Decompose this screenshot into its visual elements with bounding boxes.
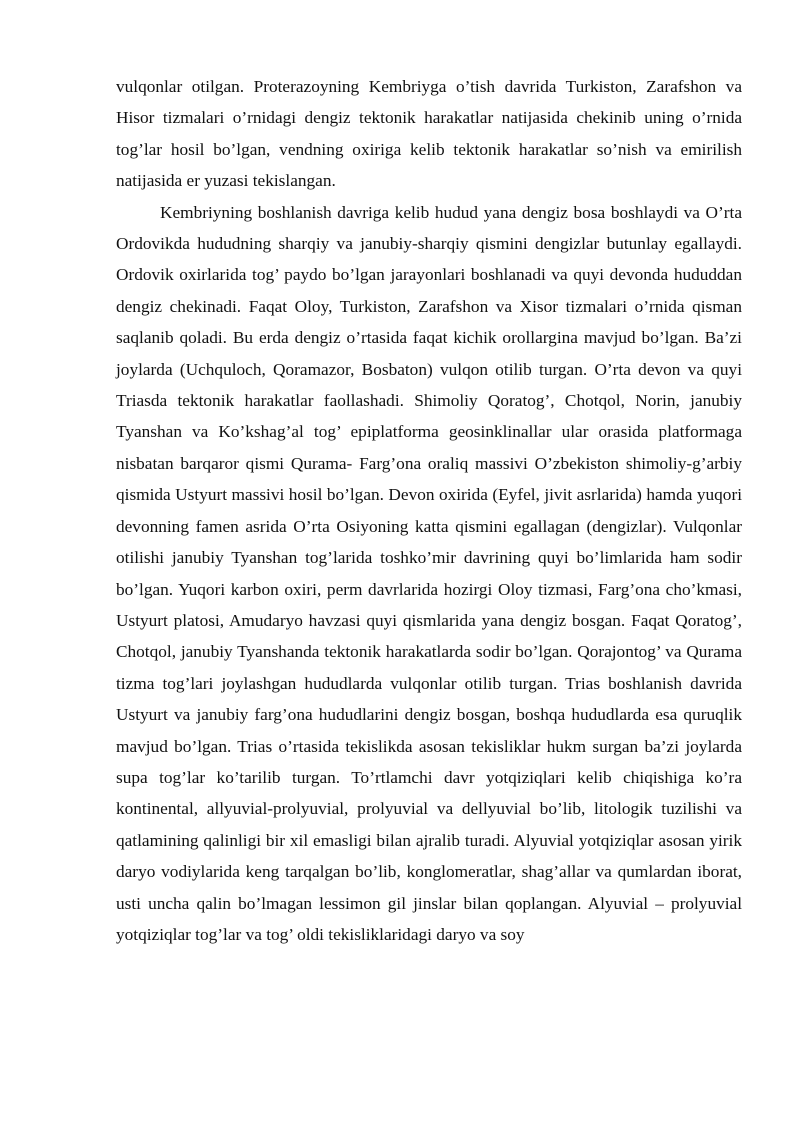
document-page	[116, 71, 742, 950]
paragraph-1: vulqonlar otilgan. Proterazoyning Kembriyga o’tish davrida Turkiston, Zarafshon va Hisor tizmalari o’rnidagi dengiz tektonik harakatlar natijasida chekinib uning o’rnida tog’lar hosil bo’lgan, vendning oxiriga kelib tektonik harakatlar so’nish va emirilish natijasida er yuzasi tekislangan.	[116, 77, 742, 191]
paragraph-2: Kembriyning boshlanish davriga kelib hudud yana dengiz bosa boshlaydi va O’rta Ordovikda hududning sharqiy va janubiy-sharqiy qismini dengizlar butunlay egallaydi. Ordovik oxirlarida tog’ paydo bo’lgan jarayonlari boshlanadi va quyi devonda hududdan dengiz chekinadi. Faqat Oloy, Turkiston, Zarafshon va Xisor tizmalari o’rnida qisman saqlanib qoladi. Bu erda dengiz o’rtasida faqat kichik orollargina mavjud bo’lgan. Ba’zi joylarda (Uchquloch, Qoramazor, Bosbaton) vulqon otilib turgan. O’rta devon va quyi Triasda tektonik harakatlar faollashadi. Shimoliy Qoratog’, Chotqol, Norin, janubiy Tyanshan va Ko’kshag’al tog’ epiplatforma geosinklinallar ular orasida platformaga nisbatan barqaror qismi Qurama- Farg’ona oraliq massivi O’zbekiston shimoliy-g’arbiy qismida Ustyurt massivi hosil bo’lgan. Devon oxirida (Eyfel, jivit asrlarida) hamda yuqori devonning famen asrida O’rta Osiyoning katta qismini egallagan (dengizlar). Vulqonlar otilishi janubiy Tyanshan tog’larida toshko’mir davrining quyi bo’limlarida ham sodir bo’lgan. Yuqori karbon oxiri, perm davrlarida hozirgi Oloy tizmasi, Farg’ona cho’kmasi, Ustyurt platosi, Amudaryo havzasi quyi qismlarida yana dengiz bosgan. Faqat Qoratog’, Chotqol, janubiy Tyanshanda tektonik harakatlarda sodir bo’lgan. Qorajontog’ va Qurama tizma tog’lari joylashgan hududlarda vulqonlar otilib turgan. Trias boshlanish davrida Ustyurt va janubiy farg’ona hududlarini dengiz bosgan, boshqa hududlarda esa quruqlik mavjud bo’lgan. Trias o’rtasida tekislikda asosan tekisliklar hukm surgan ba’zi joylarda supa tog’lar ko’tarilib turgan. To’rtlamchi davr yotqiziqlari kelib chiqishiga ko’ra kontinental, allyuvial-prolyuvial, prolyuvial va dellyuvial bo’lib, litologik tuzilishi va qatlamining qalinligi bir xil emasligi bilan ajralib turadi. Alyuvial yotqiziqlar asosan yirik daryo vodiylarida keng tarqalgan bo’lib, konglomeratlar, shag’allar va qumlardan iborat, usti uncha qalin bo’lmagan lessimon gil jinslar bilan qoplangan. Alyuvial – prolyuvial yotqiziqlar tog’lar va tog’ oldi tekisliklaridagi daryo va soy	[116, 202, 742, 944]
